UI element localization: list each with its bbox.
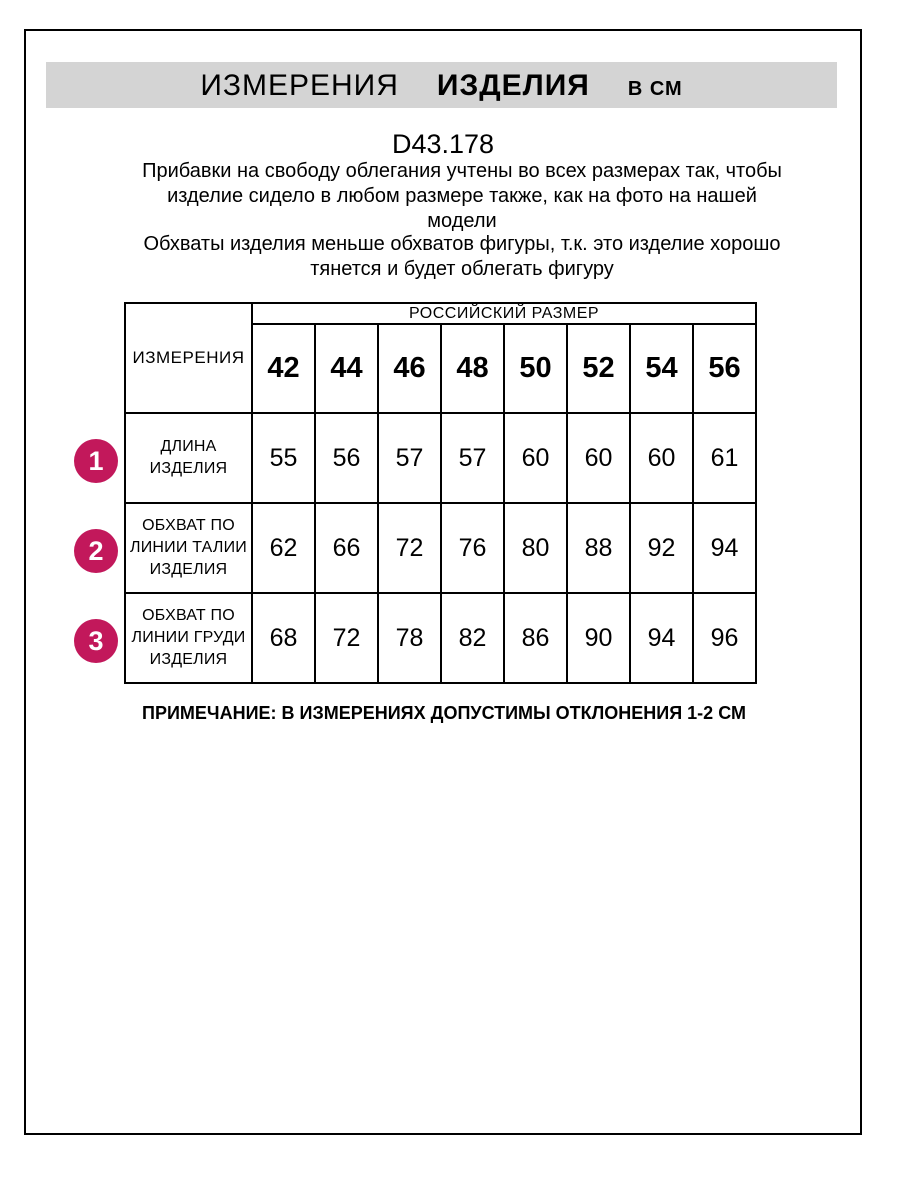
measurement-value-cell: 92 xyxy=(630,503,693,593)
measurement-value-cell: 61 xyxy=(693,413,756,503)
measurement-value-cell: 72 xyxy=(315,593,378,683)
size-header-cell: 42 xyxy=(252,324,315,413)
group-header-row xyxy=(125,303,756,324)
measurement-value-cell: 57 xyxy=(441,413,504,503)
table-row xyxy=(125,593,756,683)
size-header-cell: 46 xyxy=(378,324,441,413)
size-header-cell: 54 xyxy=(630,324,693,413)
row-label-cell: ОБХВАТ ПО ЛИНИИ ТАЛИИ ИЗДЕЛИЯ xyxy=(125,503,252,593)
measurement-value-cell: 90 xyxy=(567,593,630,683)
row-number-badge: 3 xyxy=(74,619,118,663)
size-header-cell: 50 xyxy=(504,324,567,413)
title-word-measurements: ИЗМЕРЕНИЯ xyxy=(200,69,399,102)
size-header-cell: 56 xyxy=(693,324,756,413)
measurement-value-cell: 68 xyxy=(252,593,315,683)
intro-paragraph-fit: Прибавки на свободу облегания учтены во всех размерах так, чтобы изделие сидело в любом размере также, как на фото на нашей модели xyxy=(142,160,782,232)
title-bar xyxy=(46,62,837,108)
size-chart-table xyxy=(124,302,757,684)
product-code: D43.178 xyxy=(391,129,495,159)
row-label-cell: ДЛИНА ИЗДЕЛИЯ xyxy=(125,413,252,503)
measurement-value-cell: 82 xyxy=(441,593,504,683)
size-header-cell: 48 xyxy=(441,324,504,413)
size-header-cell: 44 xyxy=(315,324,378,413)
corner-header-cell: ИЗМЕРЕНИЯ xyxy=(125,303,252,413)
measurement-value-cell: 55 xyxy=(252,413,315,503)
measurement-value-cell: 62 xyxy=(252,503,315,593)
size-header-cell: 52 xyxy=(567,324,630,413)
title-units-label: В СМ xyxy=(627,78,683,100)
row-label-cell: ОБХВАТ ПО ЛИНИИ ГРУДИ ИЗДЕЛИЯ xyxy=(125,593,252,683)
measurement-value-cell: 80 xyxy=(504,503,567,593)
measurement-value-cell: 76 xyxy=(441,503,504,593)
measurement-value-cell: 94 xyxy=(693,503,756,593)
title-word-product: ИЗДЕЛИЯ xyxy=(436,69,590,102)
tolerance-note: ПРИМЕЧАНИЕ: В ИЗМЕРЕНИЯХ ДОПУСТИМЫ ОТКЛОНЕНИЯ 1-2 СМ xyxy=(142,703,746,723)
measurement-value-cell: 78 xyxy=(378,593,441,683)
measurement-value-cell: 88 xyxy=(567,503,630,593)
measurement-value-cell: 57 xyxy=(378,413,441,503)
measurement-value-cell: 60 xyxy=(567,413,630,503)
measurement-value-cell: 56 xyxy=(315,413,378,503)
row-number-badge: 1 xyxy=(74,439,118,483)
table-row xyxy=(125,503,756,593)
measurement-value-cell: 72 xyxy=(378,503,441,593)
row-number-badge: 2 xyxy=(74,529,118,573)
measurement-value-cell: 86 xyxy=(504,593,567,683)
measurement-value-cell: 96 xyxy=(693,593,756,683)
measurement-value-cell: 66 xyxy=(315,503,378,593)
measurement-value-cell: 94 xyxy=(630,593,693,683)
measurement-value-cell: 60 xyxy=(630,413,693,503)
measurement-value-cell: 60 xyxy=(504,413,567,503)
intro-paragraph-stretch: Обхваты изделия меньше обхватов фигуры, т.к. это изделие хорошо тянется и будет облегать фигуру xyxy=(143,233,781,280)
table-row xyxy=(125,413,756,503)
group-header-cell: РОССИЙСКИЙ РАЗМЕР xyxy=(252,303,756,324)
